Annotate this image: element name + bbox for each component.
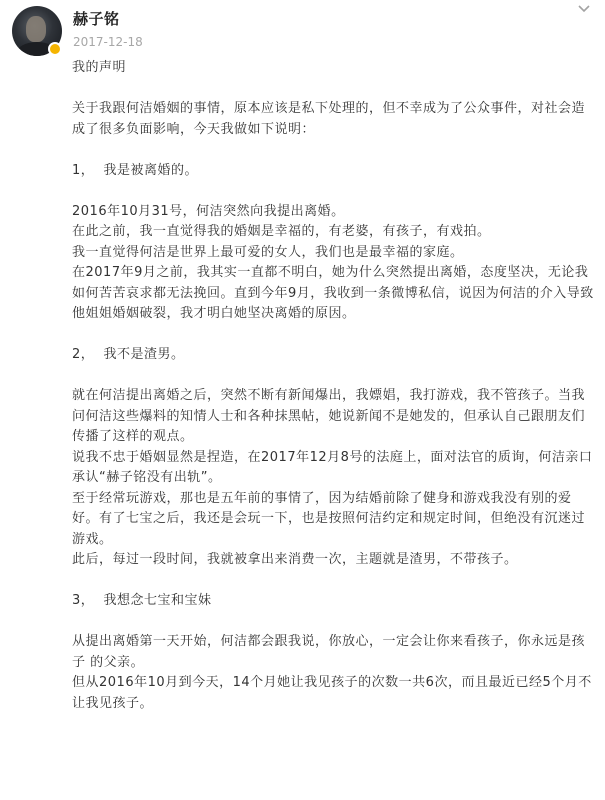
- section-3-heading: 3， 我想念七宝和宝妹: [72, 593, 212, 608]
- section-3-paragraph: 但从2016年10月到今天，14个月她让我见孩子的次数一共6次，而且最近已经5个月不让我见孩子。: [72, 675, 592, 711]
- intro-paragraph: 关于我跟何洁婚姻的事情，原本应该是私下处理的，但不幸成为了公众事件，对社会造成了很多负面影响，今天我做如下说明：: [72, 101, 586, 137]
- section-3-paragraph: 从提出离婚第一天开始，何洁都会跟我说，你放心，一定会让你来看孩子，你永远是孩子 的父亲。: [72, 634, 586, 670]
- section-2-paragraph: 说我不忠于婚姻显然是捏造，在2017年12月8号的法庭上，面对法官的质询，何洁亲口承认“赫子铭没有出轨”。: [72, 449, 593, 485]
- author-name[interactable]: 赫子铭: [73, 10, 120, 28]
- avatar-face: [26, 16, 46, 42]
- post-title: 我的声明: [72, 60, 127, 75]
- section-2-paragraph: 就在何洁提出离婚之后，突然不断有新闻爆出，我嫖娼，我打游戏，我不管孩子。当我问何洁这些爆料的知情人士和各种抹黑帖，她说新闻不是她发的，但承认自己跟朋友们传播了这样的观点。: [72, 388, 586, 444]
- vip-badge-icon: [48, 42, 62, 56]
- post-content: [72, 58, 596, 714]
- chevron-down-icon: [577, 4, 591, 14]
- section-1-heading: 1， 我是被离婚的。: [72, 162, 199, 178]
- post-timestamp[interactable]: 2017-12-18: [73, 35, 143, 49]
- section-1-paragraph: 在此之前，我一直觉得我的婚姻是幸福的，有老婆，有孩子，有戏拍。: [72, 224, 491, 239]
- section-2-paragraph: 此后，每过一段时间，我就被拿出来消费一次，主题就是渣男，不带孩子。: [72, 552, 518, 567]
- section-2-heading: 2， 我不是渣男。: [72, 347, 185, 362]
- avatar[interactable]: [12, 6, 62, 56]
- section-1-paragraph: 在2017年9月之前，我其实一直都不明白，她为什么突然提出离婚，态度坚决，无论我如何苦苦哀求都无法挽回。直到今年9月，我收到一条微博私信，说因为何洁的介入导致他姐姐婚姻破裂，我才明白她坚决离婚的原因。: [72, 265, 594, 321]
- section-1-paragraph: 2016年10月31号，何洁突然向我提出离婚。: [72, 203, 345, 219]
- section-2-paragraph: 至于经常玩游戏，那也是五年前的事情了，因为结婚前除了健身和游戏我没有别的爱好。有了七宝之后，我还是会玩一下，也是按照何洁约定和规定时间，但绝没有沉迷过游戏。: [72, 490, 586, 547]
- section-1-paragraph: 我一直觉得何洁是世界上最可爱的女人，我们也是最幸福的家庭。: [72, 244, 464, 260]
- post-menu-button[interactable]: [574, 2, 594, 20]
